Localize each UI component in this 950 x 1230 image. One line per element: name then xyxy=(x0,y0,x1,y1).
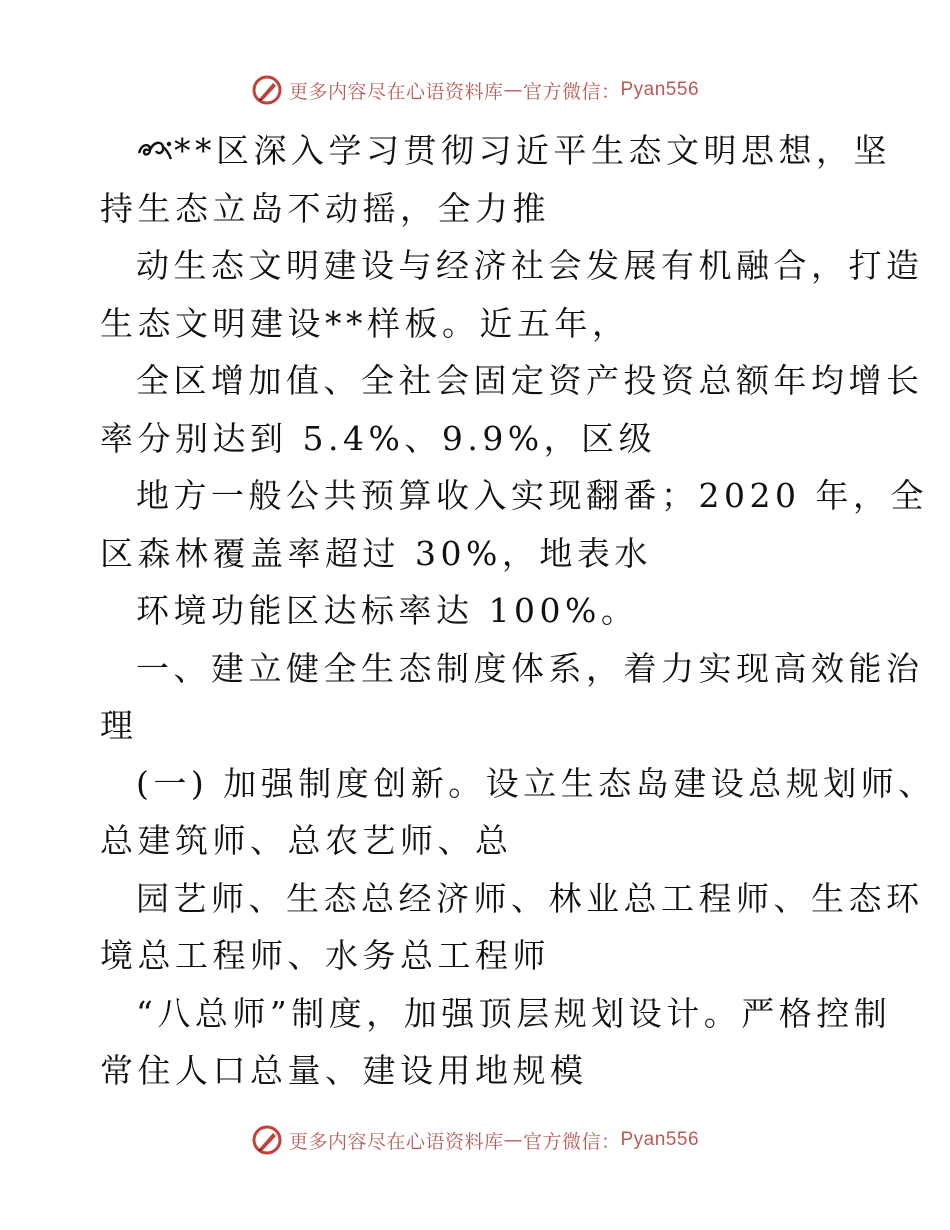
paragraph-line: 生态文明建设**样板。近五年， xyxy=(100,303,630,343)
decorative-flourish-icon xyxy=(136,135,174,165)
paragraph-line: 境总工程师、水务总工程师 xyxy=(100,936,550,975)
footer-banner xyxy=(0,1120,950,1160)
paragraph-line xyxy=(100,122,891,180)
section-heading-continued: 理 xyxy=(100,706,138,745)
document-body xyxy=(100,122,936,1100)
paragraph-line: 环境功能区达标率达 100%。 xyxy=(136,591,639,630)
paragraph-line: 全区增加值、全社会固定资产投资总额年均增长 xyxy=(136,361,924,400)
banner-wechat-id: Pyan556 xyxy=(620,1129,700,1150)
banner-label: 官方微信： xyxy=(522,80,621,103)
header-banner xyxy=(0,70,950,110)
paragraph-line: 总建筑师、总农艺师、总 xyxy=(100,821,513,860)
banner-text: 更多内容尽在心语资料库 xyxy=(288,80,504,103)
section-heading: 一、建立健全生态制度体系，着力实现高效能治 xyxy=(136,648,924,688)
paragraph-line: 地方一般公共预算收入实现翻番；2020 年，全 xyxy=(136,476,928,515)
paragraph-text: **区深入学习贯彻习近平生态文明思想，坚 xyxy=(174,131,891,170)
banner-text: 更多内容尽在心语资料库 xyxy=(288,1130,504,1153)
paragraph-line: 动生态文明建设与经济社会发展有机融合，打造 xyxy=(136,246,924,285)
paragraph-line: 区森林覆盖率超过 30%，地表水 xyxy=(100,533,652,573)
paragraph-line: (一) 加强制度创新。设立生态岛建设总规划师、 xyxy=(136,763,936,803)
paragraph-line: 常住人口总量、建设用地规模 xyxy=(100,1051,588,1090)
banner-separator: — xyxy=(503,79,523,101)
pen-logo-icon xyxy=(251,74,283,106)
banner-separator: — xyxy=(503,1129,523,1151)
banner-wechat-id: Pyan556 xyxy=(620,79,700,100)
pen-logo-icon xyxy=(251,1124,283,1156)
paragraph-line: 率分别达到 5.4%、9.9%，区级 xyxy=(100,418,657,458)
paragraph-line: “八总师”制度，加强顶层规划设计。严格控制 xyxy=(136,993,892,1033)
paragraph-line: 持生态立岛不动摇，全力推 xyxy=(100,188,550,228)
paragraph-line: 园艺师、生态总经济师、林业总工程师、生态环 xyxy=(136,878,924,918)
banner-label: 官方微信： xyxy=(522,1130,621,1153)
